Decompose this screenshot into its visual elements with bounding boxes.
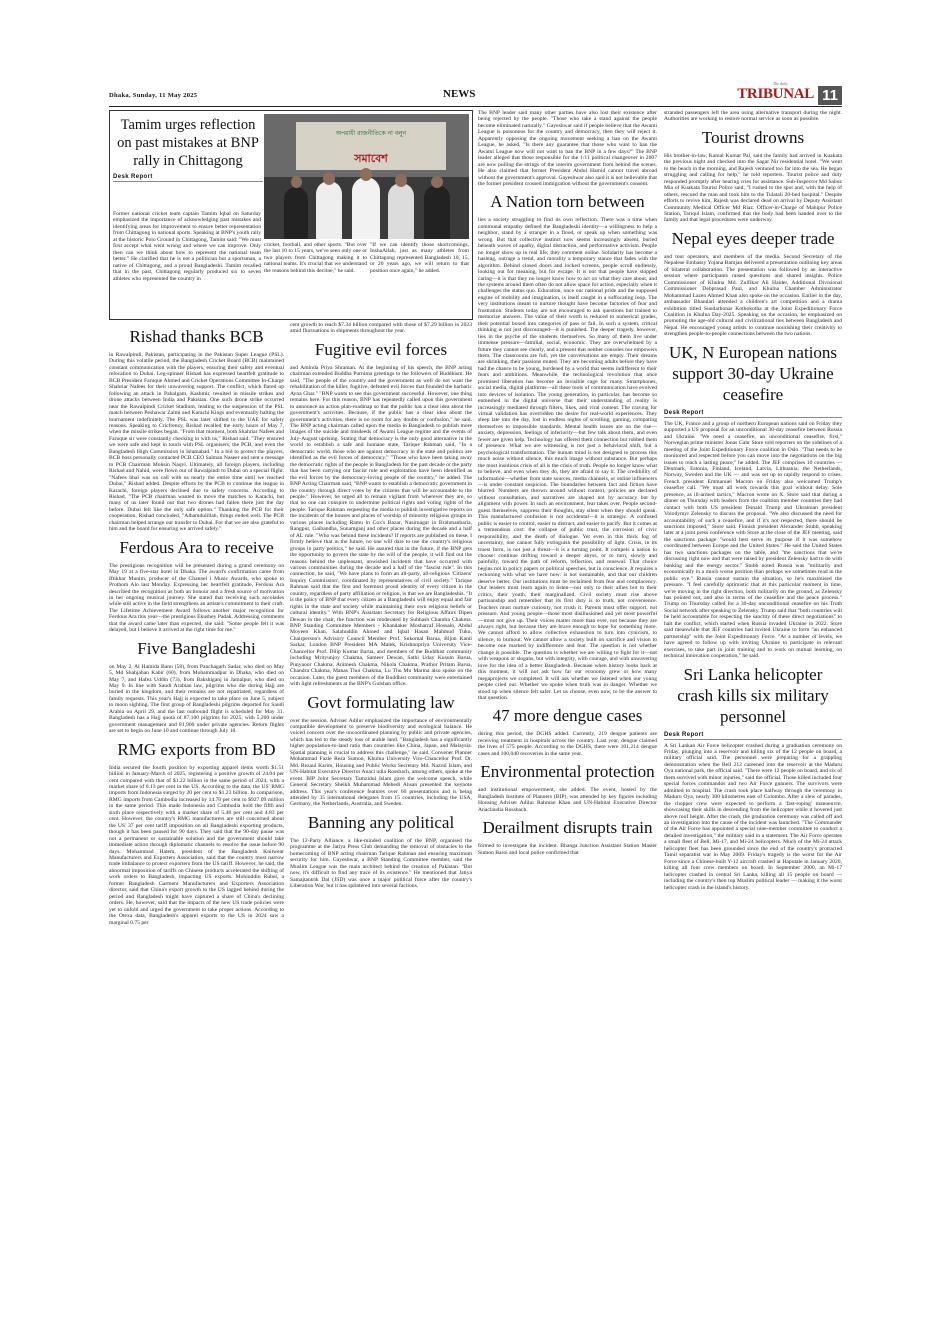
tamim-header (113, 114, 263, 185)
face (395, 174, 407, 187)
env-headline: Environmental protection (480, 762, 655, 782)
govt-headline: Govt formulating law (307, 692, 455, 712)
column-1 (109, 322, 284, 1328)
section-title: NEWS (443, 88, 476, 100)
env-body: and institutional empowerment, she added. The event, hosted by the Bangladesh Institute of Planners (BIP), was attended by key figures including Housing Adviser Adilur Rahman Khan and UN-Habitat Executive Director Anaclaudia Rossbach. (478, 787, 657, 813)
tamim-body-right: "If we can identify those shortcomings, InshaAllah, just as many athletes from Chittagong represented Bangladesh 10, 15, or 20 years ago, we will return to that position once again," he added. (370, 242, 469, 274)
tamim-body-mid: cricket, football, and other sports. "But over the last 10 to 15 years, we've seen only one or two players from Chittagong making it to national teams. It's crucial that we understand the reasons behind this decline," he said. (264, 242, 367, 274)
hajj-headline: Five Bangladeshi (137, 638, 256, 658)
banning-body: The 12-Party Alliance, a like-minded coalition of the BNP, organised the programme at the Jatiya Press Club demanding the removal of obstacles to the homecoming of BNP acting chairman Tarique Rahman and ensuring maximum security for him. Gayeshwar, a BNP Standing Committee member, said the Muslim League was the main architect behind the creation of Pakistan. "But now, it's difficult to find any trace of its existence." He mentioned that Jatiya Samajtantrik Dal (JSD) was once a major political force after the country's Liberation War, but it has splintered into several factions. (290, 837, 472, 890)
tourist-body: His brother-in-law, Kamal Kumar Pal, said the family had arrived in Kuakata the previous night and checked into the Sagar Nir residential hotel. "We went to the beach in the morning, and Rajesh ventured too far into the sea. He began struggling and calling for help," he told reporters. Tourist police and duty responded promptly after hearing cries for assistance. Sub-Inspector Md Sabuz Mia of Kuakata Tourist Police said, "I rushed to the spot and, with the help of others, rescued the man and took him to the Tulatali 20-bed hospital." Despite efforts to revive him, Rajesh was declared dead on arrival by Deputy Assistant Community Medical Officer Md Riaz. Officer-in-Charge of Mahipur Police Station, Tariqul Islam, confirmed that the body had been handed over to the family and that legal procedures were underway. (664, 152, 842, 224)
column-4 (664, 110, 842, 1328)
banner-title: সমাবেশ (354, 152, 388, 165)
rally-banner (296, 122, 446, 170)
person-figure (284, 187, 308, 239)
issue-date: Dhaka, Sunday, 11 May 2025 (109, 92, 198, 99)
hajj-body: on May 2, Al Hamida Banu (58), from Panchagarh Sadar, who died on May 5, Md Shahjahan Kabir (60), from Mohammadpur in Dhaka, who died on May 7, and Hafez Uddin (73), from Bakshiganj in Jamalpur, who died on May 9. In line with Saudi Arabian law, pilgrims who die during Hajj are buried in the kingdom, and their remains are not repatriated, regardless of family requests. This year's Hajj is expected to take place on June 5, subject to moon sighting. The first group of Bangladeshi pilgrims departed for Saudi Arabia on April 29, and the last outbound flight is scheduled for May 31. Bangladesh has a Hajj quota of 87,100 pilgrims for 2025, with 5,200 under government management and 81,900 under private agencies. Return flights are set to begin on June 10 and continue through July 10. (109, 663, 284, 735)
masthead (109, 81, 842, 107)
dengue-body: during this period, the DGHS added. Currently, 219 dengue patients are receiving treatment in hospitals across the country. Last year, dengue claimed the lives of 575 people. According to the DGHS, there were 101,214 dengue cases and 100,040 recoveries in the same year. (478, 731, 657, 757)
rishad-headline: Rishad thanks BCB (129, 327, 264, 346)
tamim-body-left: Former national cricket team captain Tamim Iqbal on Saturday emphasized the importance of acknowledging past mistakes and identifying areas for improvement to ensure better representation from Chittagong in national sports. Speaking at BNP's youth rally at the historic Polo Ground in Chittagong, Tamim said: "We must first accept what went wrong and where we can improve. Only then can we think about how to represent the national team better." He clarified that he is not a politician but a sportsman, a native of Chittagong, and a proud Bangladeshi. Tamim recalled that in the past, Chittagong regularly produced six to seven athletes who represented the country in (113, 211, 261, 282)
derail-headline: Derailment disrupts train (482, 818, 653, 838)
ferdous-body: The prestigious recognition will be presented during a grand ceremony on May 19 at a five-star hotel in Dhaka. The award's confirmation came from Iftikhar Munim, producer of the Channel i Music Awards, who spoke to Prothom Alo last Monday. Expressing her heartfelt gratitude, Ferdous Ara described the recognition as both an honour and a fresh source of motivation in her ongoing musical journey. She stated that receiving such accolades while still active in the field strengthens an artiste's commitment to their craft. The Lifetime Achievement Award follows another major recognition for Ferdous Ara this year—the prestigious Ekushey Padak. Addressing comments that the award came later than expected, she said: "Some people felt it was delayed, but I believe it arrived at the right time for me." (109, 562, 284, 634)
column-3 (478, 110, 657, 1328)
uk-headline: UK, N European nations support 30-day Ukraine ceasefire (668, 342, 838, 404)
newspaper-logo: TRIBUNAL (737, 86, 814, 102)
srilanka-headline: Sri Lanka helicopter crash kills six military personnel (677, 664, 829, 726)
nepal-body: and tour operators, and members of the media. Second Secretary of the Nepalese Embassy Yojana Bamjan delivered a presentation outlining key areas of bilateral collaboration. The presentation was followed by an interactive session where participants raised questions and shared insights. Police Commissioner of Khulna Md. Zulfikar Ali Haider, Additional Divisional Commissioner Debprasad Paul, and Khulna Chamber Administrator Mohammad Lazen Ahmed Khan also spoke on the occasion. Earlier in the day, ambassador Bhandari attended a children's art competition and a drama exhibition titled Sundarbonar Kothokotha at the Joint Expeditionary Force Coalition in Khulna Day-2025. Speaking on the occasion, he emphasized on promoting the age-old cultural and civilizational ties between Bangladesh and Nepal. He encouraged young artists to continue nourishing their creativity to strengthen people-to-people connections between the two nations. (664, 253, 842, 338)
tamim-byline: Desk Report (113, 174, 263, 182)
srilanka-byline: Desk Report (664, 732, 842, 740)
tamim-article-box (109, 110, 473, 320)
gayeshwar-continued: The BNP leader said many other parties have also lost their existence after being rejected by the people. "Those who take a stand against the people become eliminated naturally." Gayeshwar said if people believe that the Awami League is poisonous for the country and democracy, then they will reject it. Apparently opposing the ongoing movement seeking a ban on the Awami League, he asked, "Is there any guarantee that those who want to ban the Awami League now will not want to ban the BNP in a few days?" The BNP leader alleged that those responsible for the 1/11 political changeover in 2007 are now pulling the strings of the interim government from behind the scenes. He also claimed that former President Abdul Hamid cannot travel abroad without the government's approval. Gayeshwar also said it is not believable that the former president crossed immigration without the government's consent. (478, 110, 657, 187)
face (360, 168, 372, 181)
fugitive-headline: Fugitive evil forces (314, 339, 448, 359)
nation-headline: A Nation torn between (490, 192, 645, 212)
uk-byline: Desk Report (664, 410, 842, 418)
nation-body: lies a society struggling to find its own reflection. There was a time when communal empathy defined the Bangladeshi identity—a willingness to help a neighbor, stand by a stranger in a flood, or speak up when something was wrong. But that collective instinct now seems increasingly absent, buried beneath waves of apathy, digital distraction, and performative activism. People no longer show up in real life; they comment online. Solidarity has become a hashtag, outrage a trend, and morality a temporary stance that fades with the algorithm. Behind closed doors and locked screens, people scroll endlessly, looking out for meaning, but for escape. It is not that people have stopped caring—it is that they no longer know how to act on what they care about, and the systems around them often do not allow space for action, especially when it challenges the status quo. Education, once our national pride and the supposed engine of mobility and imagination, is itself caught in a suffocating loop. The very institutions meant to nurture thought have become factories of fear and frustration. Students today are not encouraged to ask questions but trained to memorize answers. The value of their worth is reduced to numerical grades, their potential boxed into categories of pass or fail. In such a system, critical thinking is not just discouraged—it is punished. The deeper tragedy, however, lies in the psyche of the students themselves. So many of them live under immense pressure—familial, social, economic. They are overwhelmed by a future they cannot see clearly, and a present that neither consoles nor empowers them. The classrooms are full, yet the conversations are empty. Their dreams are shrinking, their passions muted. They are becoming adults before they have had the chance to be young, burdened by a world that seems indifferent to their fears and ambitions. Meanwhile, the technological revolution that once promised liberation has become an invisible cage for many. Smartphones, social media, digital platforms—all these tools of communication have evolved into devices of isolation. The young generation, in particular, has become so enmeshed in the digital universe that their understanding of reality is increasingly mediated through filters, likes, and viral content. The craving for virtual validation has overridden the desire for real-world experiences. They sleep late into the day, lost in endless nights of scrolling, gaming, comparing themselves to impossible standards. Mental health issues are on the rise—anxiety, depression, feelings of inferiority—but few talk about them, and even fewer are given help. Technology has offered them connection but robbed them of presence. What we are witnessing is not just a behavioral shift, but a psychological transformation. The human mind is not designed to process this much noise without silence, this much image without substance. But perhaps the most insidious crisis of all is the crisis of truth. People no longer know what to believe, and even when they do, they are afraid to say it. The credibility of information—whether from state sources, media channels, or online influencers—is under constant suspicion. The boundaries between fact and fiction have blurred. Numbers are thrown around without context, policies are declared without consultation, and narratives are shaped not by accuracy but by alignment with power. In such an environment, fear takes over. People second-guess themselves, suppress their thoughts, stay silent when they should speak. This manufactured confusion is not accidental—it is strategic. A confused public is easier to control, easier to distract, and easier to pacify. But it comes at a tremendous cost: the collapse of public trust, the corrosion of civic responsibility, and the death of dialogue. Yet even in this thick fog of uncertainty, one cannot fully extinguish the possibility of light. Crisis, in its truest form, is not just a threat—it is a turning point. It compels a nation to choose: continue drifting toward a deeper abyss, or to turn, slowly and painfully, toward the path of reform, reflection, and renewal. That choice begins not in policy papers or political speeches, but in conscience. It requires a reckoning with what we have now: is not sustainable, and that our children deserve better. Our institutions must be reclaimed from fear and complacency. Our leaders must learn again to listen—not only to their allies but to their critics, their youth, their marginalized. Civil society must rise above partisanship and remember that its first duty is to truth, not convenience. Teachers must nurture curiosity, not crush it. Parents must offer support, not pressure. And young people—those most disillusioned and yet most powerful—must not give up. Their voices matter more than ever, not because they are always right, but because they are brave enough to hope for something more. We cannot afford to allow collective exhaustion to turn into cynicism, to silence, to burnout. We cannot allow a society built on sacrifice and vision to become one marked by indifference and fear. The question is not whether change is possible. The question is whether we are willing to fight for it—not with weapons or slogans, but with integrity, with courage, and with unwavering love for the idea of a better Bangladesh. Because when history looks back at this moment, it will not ask how far our economy grew or how many megaprojects we completed. It will ask whether we listened when our young people cried out. Whether we spoke when truth was in danger. Whether we stood up when silence felt safer. Let us choose, even now, to be the answer to that question. (478, 217, 657, 701)
face (431, 176, 443, 188)
dengue-headline: 47 more dengue cases (492, 706, 643, 726)
ferdous-headline: Ferdous Ara to receive (119, 537, 274, 557)
rmg-continued: cent growth to reach $7.34 billion compared with those of $7.29 billion in 2023 amid fluctuations in shipments throughout the year. (290, 322, 472, 335)
rally-photo (264, 114, 469, 239)
derail-body: formed to investigate the incident. Bhanga Junction Assistant Station Master Sumon Baroi and local police confirmed that (478, 843, 657, 856)
rmg-body: India secured the fourth position by exporting apparel items worth $1.51 billion in January-March of 2025, registering a positive growth of 24.04 per cent compared with that of $1.22 billion in the same period of 2024, with a market share of 6.13 per cent in the US. According to the data, the US' RMG imports from Indonesia surged by 20 per cent to $1.23 billion. In comparison, RMG imports from Cambodia increased by 14.70 per cent to $927.09 million in the same period. This made Indonesia and Cambodia hold the fifth and sixth place respectively with a market share of 5.48 per cent and 4.83 per cent. However, the country's RMG manufacturers are still concerned about the US' 37 per cent tariff imposition on all Bangladeshi exporting products, though it has been paused for 90 days. They said that the 90-day pause was not a permanent or sustainable solution and the government should take immediate action through diplomatic channels to resolve the issue before 90 days. Mohammad Hatem, president of the Bangladesh Knitwear Manufacturers and Exporters Association, said that the country must narrow trade imbalance to protect exporters from the US tariff. However, he said, the abnormal imposition of tariffs on Chinese products accelerated the shifting of work orders to Bangladesh, impacting US exports. Mohiuddin Rubel, a former Bangladesh Garment Manufacturers and Exporters Association director, said that China's export growth to the US lagged behind during the period and Bangladesh might have captured a share of China's declining orders. He, however, said that the impacts of the new US trade policies were yet to unfold and urged the government to take proper actions. According to the Otexa data, Bangladesh's apparel exports to the US in 2024 saw a marginal 0.75 per (109, 764, 284, 926)
face (323, 172, 335, 185)
page-number: 11 (818, 86, 842, 105)
tourist-headline: Tourist drowns (701, 127, 805, 147)
banning-headline: Banning any political (307, 812, 455, 832)
banner-subtitle: অপরাধী রাজনীতিকে না বলুন (335, 130, 407, 137)
person-figure (352, 177, 380, 239)
column-2 (290, 322, 472, 1328)
govt-body: over the session. Adviser Adilur emphasized the importance of environmentally compatible development to preserve biodiversity and ecological balance. He voiced concern over the uncoordinated planning by public and private agencies, which has led to the steady loss of arable land. "Bangladesh has a significantly higher population-to-land ratio than countries like China, Japan, and Malaysia. Spatial planning is crucial to address this challenge," he said. Convener Planner Mohammad Fazle Reza Sumon, Khulna University Vice-Chancellor Prof. Dr. Md. Rezaul Karim, Housing and Public Works Secretary Md. Nazrul Islam, and UN-Habitat Executive Director Anacl udia Rossbach, among others, spoke at the event. BIP Joint Secretary Tamzidul Islam gave the welcome speech, while General Secretary Sheikh Muhammad Mehedi Ahsan presented the keynote address. This year's conference features over 60 presentations and is being attended by 35 international delegates from 15 countries, including the USA, Germany, the Netherlands, Australia, and Sweden. (290, 717, 472, 808)
uk-body: The UK, France and a group of northern European nations said on Friday they supported a US proposal for an unconditional 30-day ceasefire between Russia and Ukraine. "We need a ceasefire, an unconditional ceasefire, first," Norwegian prime minister Jonas Gahr Store told reporters on the sidelines of a meeting of the Joint Expeditionary Force coalition in Oslo. "That needs to be monitored and respected before you can move into the negotiations on the big issues to reach a lasting peace," he added. The JEF comprises 10 countries — Denmark, Estonia, Finland, Iceland, Latvia, Lithuania, the Netherlands, Norway, Sweden and the UK — and was set up to rapidly respond to crises. French president Emmanuel Macron on Friday also welcomed Trump's ceasefire call. "We must all work towards this goal without delay. Sole presence, as ill-armed tactics," Macron wrote on X. Store said that during a dinner on Thursday with leaders from the coalition member countries they had contact with both US president Donald Trump and Ukrainian president Volodymyr Zelensky to discuss the proposal. "We also discussed the need for accountability of such a ceasefire, and if it's not respected, there should be sanctions imposed," Store said. Finnish president Alexander Stubb, speaking later at a joint press conference with Store at the close of the JEF meeting, said the sanctions package "would best serve its purpose if it was somehow coordinated between Europe and the United States." He said the United States has two sanctions packages on the table, and "the sanctions that we're discussing right now and that were raised by president Zelensky had to do with banking and the energy sector." Stubb noted Russia was "militarily and economically in a much worse position than perhaps we sometimes read in the public eye." Russia cannot sustain the situation, so he's maximised the pressure. "I feel carefully optimistic that at this particular moment in time, we're moving in the right direction, both militarily on the ground, as Zelensky has pointed out, and also in terms of the ceasefire and the peace process." Trump on Thursday called for a 30-day unconditional ceasefire on his Truth Social network after speaking to Zelensky. Trump said that "both countries will be held accountable for respecting the sanctity of these direct negotiations" to halt the conflict, which started when Russia invaded Ukraine in 2022. Store said meanwhile that JEF countries had invited Ukraine to form "an enhanced partnership" with the Joint Expeditionary Force. "At a number of levels, we have agreed to follow up with inviting Ukraine to participate in relevant exercises, to take part in joint training and to work on mutual learning, on technical innovation cooperation," he said. (664, 420, 842, 660)
rmg-headline: RMG exports from BD (117, 739, 276, 759)
derail-continued: stranded passengers left the area using alternative transport during the night. Authorities are working to restore normal service as soon as possible. (664, 110, 842, 123)
person-figure (388, 183, 414, 239)
nepal-headline: Nepal eyes deeper trade (671, 228, 835, 248)
srilanka-body: A Sri Lankan Air Force helicopter crashed during a graduation ceremony on Friday, plunging into a reservoir and killing six of the 12 people on board, a military official said. The personnel were preparing for a grappling demonstration when the Bell 212 careened into the reservoir at the Maduru Oya national park, the official said. "There were 12 people on board, and six of them survived with minor injuries," said the official. Those killed included four special forces commandos and two Air Force gunners. The survivors were admitted to hospital. The crash took place halfway through the ceremony in Maduru Oya, nearly 300 kilometres east of Colombo. After a slew of parades, the chopper crew were expected to perform a 'fast-roping' manoeuvre, showcasing their skills in descending from the helicopter while it hovered just above roof height. After the crash, the graduation ceremony was called off and an investigation into the cause of the incident was launched. "The Commander of the Air Force has appointed a special nine-member committee to conduct a detailed investigation," the military said in a statement. The Air Force operates a small fleet of Bell, Mi-17, and Mi-24 helicopters. Much of the Mi-24 attack helicopter fleet has been grounded since the end of the country's protracted Tamil separatist war in May 2009. Friday's tragedy is the worst for the Air Force since a Chinese-built Y-12 aircraft crashed at Haputale in January 2020, killing all four crew members on board. In September 2000, an Mi-17 helicopter crashed in central Sri Lanka, killing all 15 people on board — including the country's then top Muslim political leader — making it the worst helicopter crash in the island's history. (664, 742, 842, 891)
rishad-body: in Rawalpindi, Pakistan, participating in the Pakistan Super League (PSL). During this volatile period, the Bangladesh Cricket Board (BCB) maintained constant communication with the players, ensuring their safety and eventual relocation to Dubai. Leg-spinner Rishad has expressed heartfelt gratitude to BCB President Faruque Ahmed and Cricket Operations Committee In-Charge Shahriar Nafees for their unwavering support. The conflict, which flared up following an attack in Pahalgam, Kashmir, resulted in missile strikes and drone attacks between India and Pakistan. One such drone strike occurred near the Rawalpindi Cricket Stadium, leading to the suspension of the PSL match between Peshawar Zalmi and Karachi Kings and eventually halting the tournament indefinitely. The PSL was later shifted to the UAE for safety reasons. Speaking to Cricfrenzy, Rishad recalled the early hours of May 7, when the missile strikes began. "From that moment, both Shahriar Nafees and Faruque sir were constantly checking in with us," Rishad said. "They ensured we were safe and kept in touch with PSL organisers, the PCB, and even the Bangladesh High Commission in Islamabad." In a bid to protect the players, BCB boss personally contacted PCB CEO Salman Naseer and sent a message to PCB Chairman Mohsin Naqvi. Ultimately, all foreign players, including Rishad and Nahid, were flown out of Rawalpindi to Dubai on a special flight. "Nafees bhai was on call with us nearly the entire time until we reached Dubai," Rishad added. Despite efforts by the PCB to continue the league in Karachi, foreign players declined due to safety concerns. According to Rishad, "The PCB chairman wanted to move the matches to Karachi, but many of us later found out that two drones had fallen there just the day before. Dubai felt like the only safe option." Thanking the PCB for their cooperation, Rishad concluded, "Alhamdulillah, things ended well. The PCB chairman helped arrange our transfer to Dubai. For that we are also grateful to him and the board for ensuring we arrived safely." (109, 352, 284, 533)
person-figure (424, 185, 450, 239)
person-figure (316, 181, 342, 239)
tamim-headline: Tamim urges reflection on past mistakes at BNP rally in Chittagong (117, 117, 259, 169)
fugitive-body: and Aminda Priya Shraman. At the beginning of his speech, the BNP acting chairman extended Buddha Purnima greetings to the followers of Buddhism. He said, "The people of the country and the government as well do not want the rehabilitation of the killer, fugitive, defeated evil forces that founded the barbaric Ayna Ghar." "BNP wants to see this government successful. However, one thing remains here. For this reason, BNP has repeatedly called upon this government to announce an action plan-roadmap so that the public has a clear idea about the government's activities. Because, if the public has a clear idea about the government's activities, there is no room for any doubts or confusion," he said. The BNP acting chairman called upon the media in Bangladesh to publish more images of the suicide and misdeeds of Awami League regime and the events of July-August uprising. Stating that democracy is the only good alternative in the world to establish a safe and humane state, Tarique Rahman said, "In a democratic world, those who are against democracy in the state and politics are identified as the evil forces of democracy." "Those who have been taking away the democratic rights of the people in Bangladesh for the past decade or the party that has been carrying out fascist rule and exploitation have been identified as the evil forces by the democracy-loving people of the country," he added. The BNP Acting Chairman said, "BNP wants to establish a democratic government in the country through direct votes by the citizens that will be accountable to the people." However, he urged all to remain vigilant from 'wherever they are, so that no one can conspire to undermine political rights and voting rights of the people. Tarique Rahman requesting the media to publish investigative reports on the incidents of the houses and places of worship of minority religious groups in various places including Ramu in Cox's Bazar, Nasirnagar in Brahmanbaria, Rangpur, Gaibandha, Sunamganj and other places during the decade and a half of AL rule. "Who was behind these incidents? If reports are published on these, I firmly believe that in the future, no one will dare to use the country's religious groups in party politics," he said. He assured that in the future, if the BNP gets the opportunity to govern the state by the will of the people, it will find out the reasons behind the unpleasant, unwished incidents that have occurred with various communities during the decade and a half of the "fascist rule". In this connection, he said, "We have plans to form an all-party, all-religious 'Citizens' Inquiry Commission', coordinated by representatives of civil society." Tarique Rahman said that the first and foremost proud identity of every citizen in the country, regardless of party affiliation or religion, is that we are Bangladeshis. "It is the policy of BNP that every citizen as a Bangladeshi will enjoy equal and fair rights in the state and society while maintaining their own religious beliefs or cultural identity." With BNP's Assistant Secretary for Religious Affairs Dipen Dewan in the chair, the function was moderated by Subhash Chandra Chakma. BNP Standing Committee Members - Khandaker Mosharraf Hossain, Abdul Moyeen Khan, Salahuddin Ahmed and Iqbal Hasan Mahmud Tuku, Chairperson's Advisory Council Member Prof. Sukomal Barua, Bijon Kanti Sarkar, London BNP President MA Malek, Krishnopriya University Vice-Chancellor Prof. Dilip Kumar Barua, and members of the Buddhist community including Mrityunjoy Chakma, Sameer Dewan, Sathi Uday Kusum Barua, Punyaoor Chakma, Animesh Chakma, Nikola Chakma, Prathur Pritam Barua, Chandra Chakma, Manas Thui Chakma, Lu Thu Mu Marma also spoke on the occasion. Later, the guest members of the Buddhist community were entertained with light refreshments at the BNP's Gulshan office. (290, 364, 472, 688)
face (291, 176, 302, 188)
logo-tagline: The daily (773, 81, 788, 86)
